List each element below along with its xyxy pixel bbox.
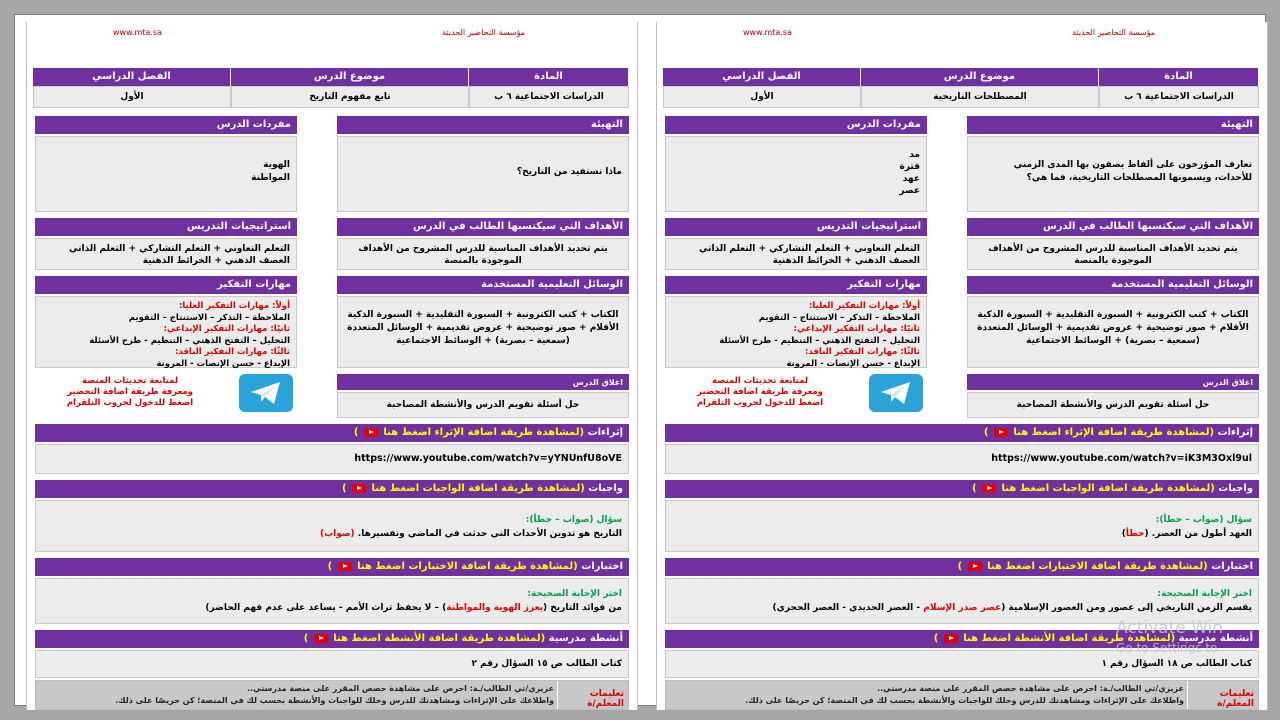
- enrichment-url[interactable]: https://www.youtube.com/watch?v=yYNUnfU8oVE: [35, 444, 629, 474]
- site-url[interactable]: www.mta.sa: [743, 28, 792, 37]
- paren-close: ): [971, 483, 977, 494]
- thinking-heading: ثالثًا: مهارات التفكير الناقد:: [805, 347, 920, 357]
- topic-header: موضوع الدرس: [231, 68, 469, 86]
- telegram-icon: [249, 380, 283, 406]
- goals-box: [337, 218, 629, 270]
- youtube-icon[interactable]: [994, 428, 1008, 437]
- lesson-page-right: [656, 22, 1268, 710]
- semester-header: الفصل الدراسي: [33, 68, 231, 86]
- thinking-text: الملاحظة – التذكر – الاستنتاج – التقويم: [128, 312, 290, 323]
- site-url[interactable]: www.mta.sa: [113, 28, 162, 37]
- homework-content: [35, 500, 629, 552]
- tf-close: ): [1121, 529, 1126, 539]
- instructions-line: واطلاعك على الإثراءات ومشاهدتك للدرس وحلك للواجبات والأنشطة بحسب لك في المنصة؛ كن حريصًا على ذلك.: [115, 696, 554, 705]
- teacher-instructions: [665, 680, 1259, 710]
- subject-header: المادة: [469, 68, 629, 86]
- thinking-box: [665, 276, 927, 368]
- watermark-line: Activate Win: [1116, 618, 1224, 638]
- tests-title: اختبارات: [581, 561, 623, 572]
- strategies-box: [665, 218, 927, 270]
- thinking-heading: أولاً: مهارات التفكير العليا:: [808, 301, 920, 311]
- mcq-question: يقسم الزمن التاريخي إلى عصور ومن العصور الإسلامية (: [1001, 603, 1252, 613]
- mcq-answer: يعزز الهوية والمواطنة: [446, 603, 544, 613]
- org-name: مؤسسة التحاضير الحديثة: [442, 28, 525, 37]
- warmup-box: [967, 116, 1259, 212]
- mcq-label: اختر الإجابة الصحيحة:: [1157, 589, 1252, 599]
- vocab-list: [35, 136, 297, 212]
- instructions-label: تعليمات المعلم/ة: [1217, 689, 1254, 709]
- paren-close: ): [327, 561, 333, 572]
- goals-title: الأهداف التي سيكتسبها الطالب في الدرس: [337, 218, 629, 236]
- warmup-title: التهيئة: [337, 116, 629, 134]
- tests-section: [35, 558, 629, 624]
- strategies-box: [35, 218, 297, 270]
- tools-title: الوسائل التعليمية المستخدمة: [337, 276, 629, 294]
- subject-header: المادة: [1099, 68, 1259, 86]
- homework-title: واجبات: [588, 483, 623, 494]
- youtube-icon[interactable]: [314, 634, 328, 643]
- warmup-box: [337, 116, 629, 212]
- youtube-icon[interactable]: [968, 562, 982, 571]
- subject-value: الدراسات الاجتماعية ٦ ب: [1099, 86, 1259, 108]
- enrichment-link[interactable]: (لمشاهدة طريقة اضافة الإثراء اضغط هنا: [1013, 427, 1215, 438]
- activity-text: كتاب الطالب ص ١٥ السؤال رقم ٢: [35, 650, 629, 678]
- tests-title: اختبارات: [1211, 561, 1253, 572]
- strategies-title: استراتيجيات التدريس: [35, 218, 297, 236]
- thinking-heading: ثانيًا: مهارات التفكير الإبداعي:: [793, 324, 920, 334]
- instructions-text: [670, 683, 1184, 707]
- mcq-options: - العصر الحديدي - العصر الحجري): [772, 603, 924, 613]
- closing-text: حل أسئلة تقويم الدرس والأنشطة المصاحبة: [967, 392, 1259, 418]
- strategies-title: استراتيجيات التدريس: [665, 218, 927, 236]
- thinking-heading: أولاً: مهارات التفكير العليا:: [178, 301, 290, 311]
- homework-content: [665, 500, 1259, 552]
- tf-label: سؤال (صواب – خطأ):: [1155, 515, 1252, 525]
- tests-link[interactable]: (لمشاهدة طريقة اضافة الاختبارات اضغط هنا: [357, 561, 578, 572]
- homework-link[interactable]: (لمشاهدة طريقة اضافة الواجبات اضغط هنا: [371, 483, 585, 494]
- promo-line: اضغط للدخول لجروب التلقرام: [696, 398, 824, 408]
- semester-header: الفصل الدراسي: [663, 68, 861, 86]
- enrichment-link[interactable]: (لمشاهدة طريقة اضافة الإثراء اضغط هنا: [383, 427, 585, 438]
- mcq-options: ) – لا يحفظ تراث الأمم - يساعد على عدم فهم الحاضر): [205, 603, 447, 613]
- paren-close: ): [957, 561, 963, 572]
- closing-box: [337, 374, 629, 418]
- goals-title: الأهداف التي سيكتسبها الطالب في الدرس: [967, 218, 1259, 236]
- thinking-text: الإبداع - حسن الإنصات - المرونة: [786, 358, 920, 369]
- vocab-item: الهوية: [263, 160, 290, 170]
- lesson-page-left: [26, 22, 638, 710]
- vocab-item: المواطنة: [251, 173, 290, 183]
- paren-close: ): [303, 633, 309, 644]
- instructions-line: واطلاعك على الإثراءات ومشاهدتك للدرس وحلك للواجبات والأنشطة بحسب لك في المنصة؛ كن حريصًا على ذلك.: [745, 696, 1184, 705]
- vocab-box: [665, 116, 927, 212]
- tf-answer: خطأ: [1125, 529, 1145, 539]
- goals-box: [967, 218, 1259, 270]
- instructions-label: تعليمات المعلم/ة: [587, 689, 624, 709]
- lesson-info-table: [665, 68, 1259, 108]
- vocab-item: عهد: [902, 174, 920, 184]
- activities-title: أنشطة مدرسية: [1178, 633, 1253, 644]
- topic-value: تابع مفهوم التاريخ: [231, 86, 469, 108]
- homework-section: [35, 480, 629, 552]
- warmup-text: ماذا نستفيد من التاريخ؟: [337, 136, 629, 212]
- homework-title: واجبات: [1218, 483, 1253, 494]
- paren-close: ): [933, 633, 939, 644]
- vocab-list: [665, 136, 927, 212]
- strategies-text: التعلم التعاوني + التعلم التشاركي + التعلم الذاتي العصف الذهني + الخرائط الذهنية: [35, 238, 297, 270]
- youtube-icon[interactable]: [352, 484, 366, 493]
- org-name: مؤسسة التحاضير الحديثة: [1072, 28, 1155, 37]
- telegram-icon: [879, 380, 913, 406]
- tf-question: التاريخ هو تدوين الأحداث التي حدثت في الماضي وتفسيرها.: [357, 529, 622, 539]
- instructions-line: عزيزي/تي الطالب/ـة: احرص على مشاهدة حصص المقرر على منصة مدرستي..: [877, 684, 1184, 693]
- teacher-instructions: [35, 680, 629, 710]
- lesson-info-table: [35, 68, 629, 108]
- closing-box: [967, 374, 1259, 418]
- tf-question: العهد أطول من العصر. (: [1144, 529, 1252, 539]
- promo-line: اضغط للدخول لجروب التلقرام: [66, 398, 194, 408]
- youtube-icon[interactable]: [982, 484, 996, 493]
- tf-label: سؤال (صواب – خطأ):: [525, 515, 622, 525]
- mcq-question: من فوائد التاريخ (: [543, 603, 622, 613]
- goals-text: يتم تحديد الأهداف المناسبة للدرس المشروح من الأهداف الموجودة بالمنصة: [337, 238, 629, 270]
- tests-link[interactable]: (لمشاهدة طريقة اضافة الاختبارات اضغط هنا: [987, 561, 1208, 572]
- semester-value: الأول: [663, 86, 861, 108]
- goals-text: يتم تحديد الأهداف المناسبة للدرس المشروح من الأهداف الموجودة بالمنصة: [967, 238, 1259, 270]
- telegram-promo[interactable]: [665, 376, 855, 409]
- vocab-item: مد: [909, 150, 920, 160]
- enrichment-title: إثراءات: [587, 427, 623, 438]
- promo-line: ومعرفة طريقة اضافة التحضير: [697, 387, 823, 397]
- closing-title: اغلاق الدرس: [967, 374, 1259, 390]
- paren-close: ): [341, 483, 347, 494]
- mcq-answer: عصر صدر الإسلام: [923, 603, 1002, 613]
- thinking-text: التحليل – التفتح الذهني – التنظيم - طرح الأسئلة: [719, 335, 920, 346]
- thinking-text: الإبداع - حسن الإنصات - المرونة: [156, 358, 290, 369]
- activate-windows-watermark: [1116, 618, 1223, 658]
- youtube-icon[interactable]: [338, 562, 352, 571]
- telegram-button[interactable]: [869, 374, 923, 412]
- instructions-text: [40, 683, 554, 707]
- thinking-box: [35, 276, 297, 368]
- paren-close: ): [983, 427, 989, 438]
- thinking-content: [35, 296, 297, 368]
- warmup-text: تعارف المؤرخون على ألفاظ يصفون بها المدى الزمني للأحداث، ويسمونها المصطلحات التاريخية، فما هي؟: [967, 136, 1259, 212]
- thinking-content: [665, 296, 927, 368]
- homework-section: [665, 480, 1259, 552]
- thinking-text: الملاحظة – التذكر – الاستنتاج – التقويم: [758, 312, 920, 323]
- homework-link[interactable]: (لمشاهدة طريقة اضافة الواجبات اضغط هنا: [1001, 483, 1215, 494]
- strategies-text: التعلم التعاوني + التعلم التشاركي + التعلم الذاتي العصف الذهني + الخرائط الذهنية: [665, 238, 927, 270]
- thinking-heading: ثالثًا: مهارات التفكير الناقد:: [175, 347, 290, 357]
- enrichment-section: [665, 424, 1259, 474]
- vocab-title: مفردات الدرس: [665, 116, 927, 134]
- tools-title: الوسائل التعليمية المستخدمة: [967, 276, 1259, 294]
- vocab-item: عصر: [899, 186, 920, 196]
- enrichment-title: إثراءات: [1217, 427, 1253, 438]
- thinking-title: مهارات التفكير: [35, 276, 297, 294]
- promo-line: ومعرفة طريقة اضافة التحضير: [67, 387, 193, 397]
- instructions-line: عزيزي/تي الطالب/ـة: احرص على مشاهدة حصص المقرر على منصة مدرستي..: [247, 684, 554, 693]
- thinking-title: مهارات التفكير: [665, 276, 927, 294]
- tools-box: [967, 276, 1259, 368]
- telegram-button[interactable]: [239, 374, 293, 412]
- enrichment-url[interactable]: https://www.youtube.com/watch?v=iK3M3Oxl9ul: [665, 444, 1259, 474]
- vocab-box: [35, 116, 297, 212]
- activities-title: أنشطة مدرسية: [548, 633, 623, 644]
- tools-text: الكتاب + كتب الكترونية + السبورة التقليدية + السبورة الذكية الأقلام + صور توضيحية + عروض تقديمية + الوسائل المتعددة (سمعية – بصرية) + الوسائط الاجتماعية: [337, 296, 629, 368]
- promo-line: لمتابعة تحديثات المنصة: [81, 376, 179, 386]
- thinking-heading: ثانيًا: مهارات التفكير الإبداعي:: [163, 324, 290, 334]
- closing-title: اغلاق الدرس: [337, 374, 629, 390]
- tools-text: الكتاب + كتب الكترونية + السبورة التقليدية + السبورة الذكية الأقلام + صور توضيحية + عروض تقديمية + الوسائل المتعددة (سمعية – بصرية) + الوسائط الاجتماعية: [967, 296, 1259, 368]
- activity-text: كتاب الطالب ص ١٨ السؤال رقم ١: [665, 650, 1259, 678]
- activities-section: [35, 630, 629, 678]
- tf-answer: (صواب): [319, 529, 355, 539]
- vocab-title: مفردات الدرس: [35, 116, 297, 134]
- tests-content: [35, 578, 629, 624]
- activities-link[interactable]: (لمشاهدة طريقة اضافة الأنشطة اضغط هنا: [963, 633, 1176, 644]
- promo-line: لمتابعة تحديثات المنصة: [711, 376, 809, 386]
- topic-header: موضوع الدرس: [861, 68, 1099, 86]
- topic-value: المصطلحات التاريخية: [861, 86, 1099, 108]
- paren-close: ): [353, 427, 359, 438]
- tools-box: [337, 276, 629, 368]
- tests-section: [665, 558, 1259, 624]
- thinking-text: التحليل – التفتح الذهني – التنظيم - طرح الأسئلة: [89, 335, 290, 346]
- youtube-icon[interactable]: [364, 428, 378, 437]
- subject-value: الدراسات الاجتماعية ٦ ب: [469, 86, 629, 108]
- mcq-label: اختر الإجابة الصحيحة:: [527, 589, 622, 599]
- warmup-title: التهيئة: [967, 116, 1259, 134]
- watermark-line: Go to Settings to: [1116, 641, 1218, 655]
- enrichment-section: [35, 424, 629, 474]
- youtube-icon[interactable]: [944, 634, 958, 643]
- semester-value: الأول: [33, 86, 231, 108]
- closing-text: حل أسئلة تقويم الدرس والأنشطة المصاحبة: [337, 392, 629, 418]
- telegram-promo[interactable]: [35, 376, 225, 409]
- vocab-item: قترة: [899, 162, 920, 172]
- activities-link[interactable]: (لمشاهدة طريقة اضافة الأنشطة اضغط هنا: [333, 633, 546, 644]
